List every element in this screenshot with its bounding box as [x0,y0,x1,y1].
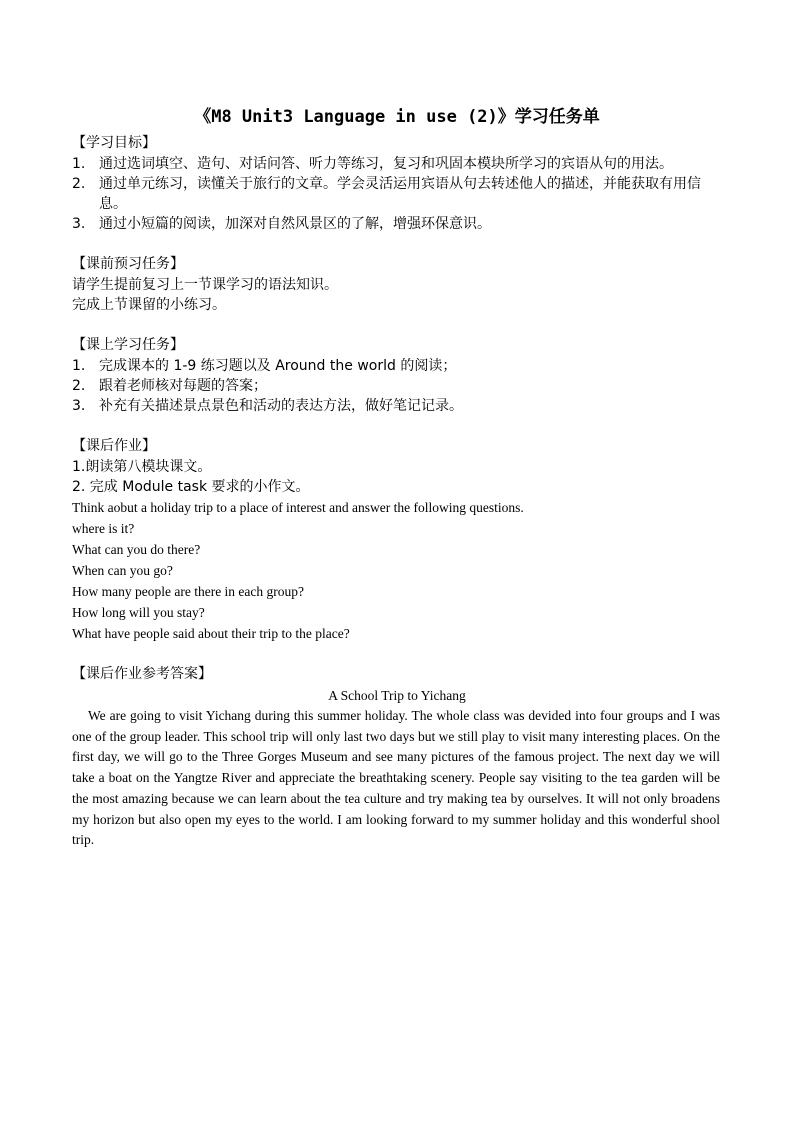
list-item: 1. 通过选词填空、造句、对话问答、听力等练习，复习和巩固本模块所学习的宾语从句的用法。 [72,156,673,172]
worksheet-page [72,103,722,851]
homework-question: How many people are there in each group? [72,584,305,599]
homework-question: How long will you stay? [72,605,205,620]
homework-heading: 【课后作业】 [72,438,156,454]
homework-question: Think aobut a holiday trip to a place of interest and answer the following questions. [72,500,524,515]
homework-question: where is it? [72,521,135,536]
list-item: 2. 跟着老师核对每题的答案； [72,378,267,394]
classwork-heading: 【课上学习任务】 [72,337,184,353]
page-title: 《M8 Unit3 Language in use (2)》学习任务单 [194,107,600,127]
preview-line: 完成上节课留的小练习。 [72,297,226,313]
preview-line: 请学生提前复习上一节课学习的语法知识。 [72,277,338,293]
list-item: 2. 通过单元练习，读懂关于旅行的文章。学会灵活运用宾语从句去转述他人的描述，并能获取有用信息。 [72,176,701,212]
essay-body: We are going to visit Yichang during this summer holiday. The whole class was devided into four groups and I was one of the group leader. This school trip will only last two days but we still play to visit many interesting places. On the first day, we will go to the Three Gorges Museum and see many pictures of the famous project. The next day we will take a boat on the Yangtze River and appreciate the breathtaking scenery. People say visiting to the tea garden will be the most amazing because we can learn about the tea culture and try making tea by ourselves. It will not only broadens my horizon but also open my eyes to the world. I am looking forward to my summer holiday and this wonderful shool trip. [72,708,720,848]
homework-question: What have people said about their trip to the place? [72,626,350,641]
goals-heading: 【学习目标】 [72,135,156,151]
goals-list [72,154,722,234]
list-item: 1. 完成课本的 1-9 练习题以及 Around the world 的阅读； [72,358,457,374]
homework-question: When can you go? [72,563,173,578]
list-item: 3. 补充有关描述景点景色和活动的表达方法，做好笔记记录。 [72,398,463,414]
homework-line: 1.朗读第八模块课文。 [72,459,212,475]
classwork-list [72,356,722,416]
answer-heading: 【课后作业参考答案】 [72,666,212,682]
homework-line: 2. 完成 Module task 要求的小作文。 [72,479,310,495]
list-item: 3. 通过小短篇的阅读，加深对自然风景区的了解，增强环保意识。 [72,216,491,232]
essay-title: A School Trip to Yichang [328,688,466,703]
preview-heading: 【课前预习任务】 [72,256,184,272]
homework-question: What can you do there? [72,542,201,557]
